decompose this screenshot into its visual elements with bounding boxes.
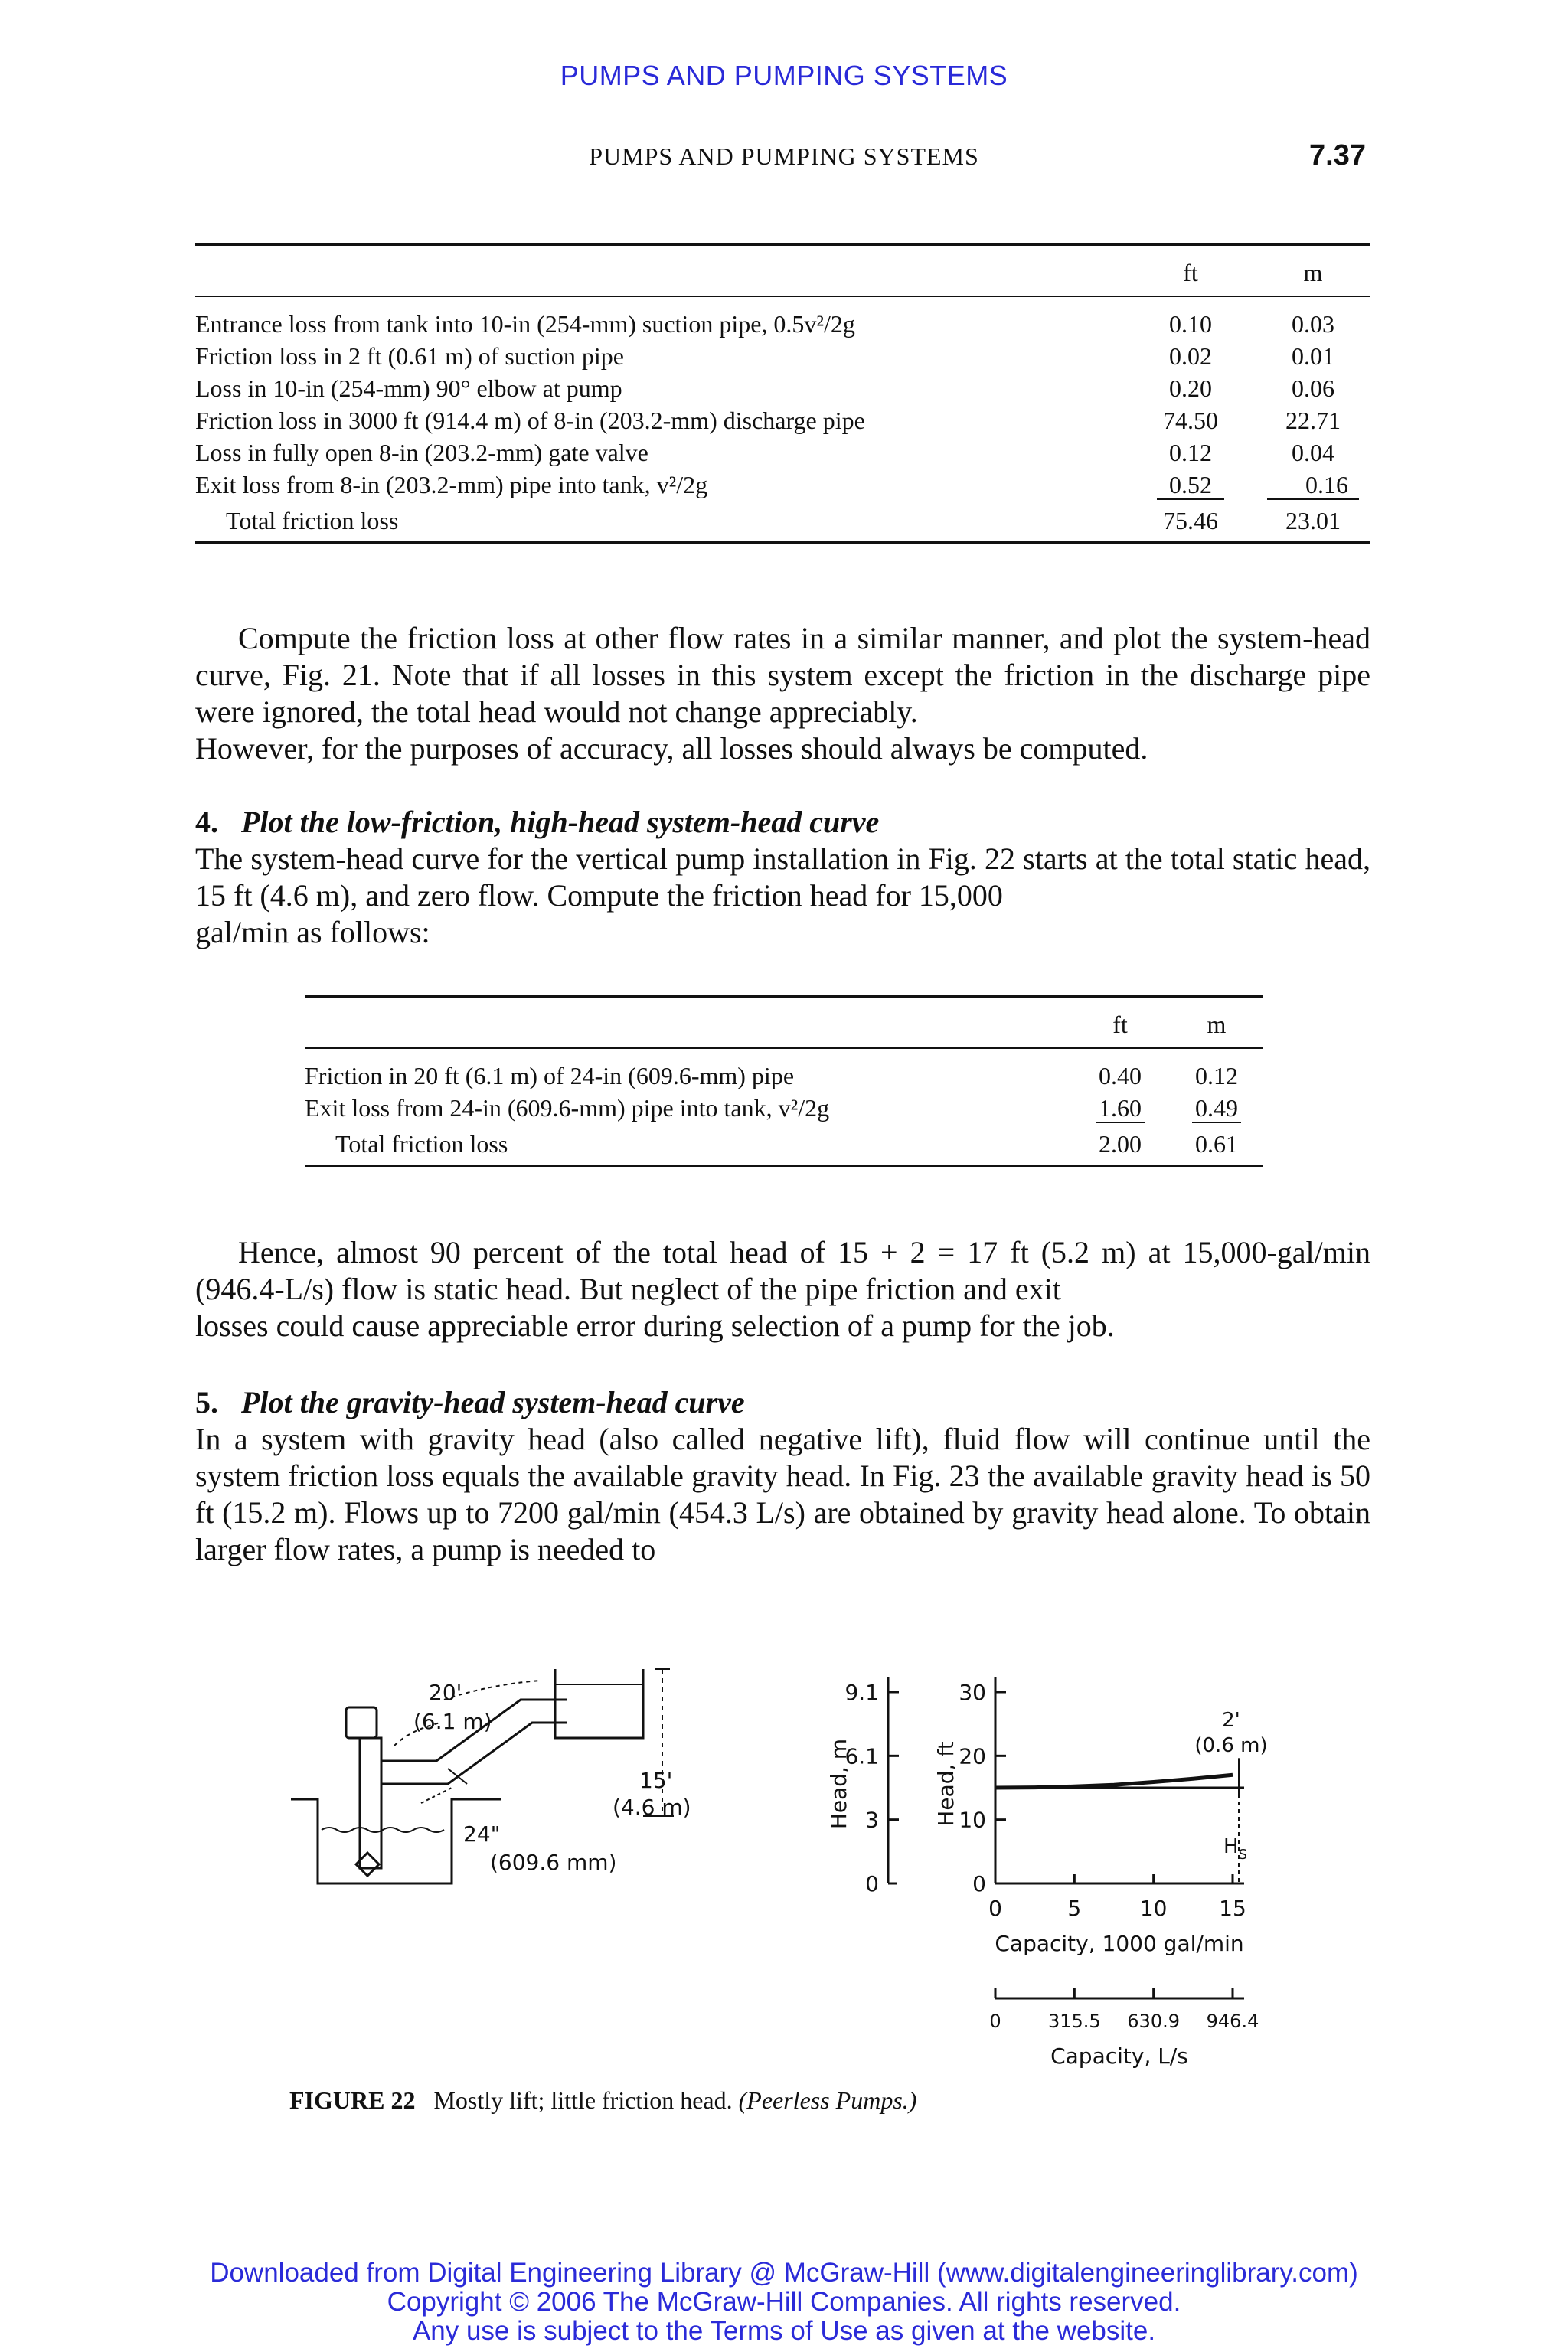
pump-column [360, 1738, 381, 1868]
footer-line-3: Any use is subject to the Terms of Use as given at the website. [412, 2316, 1156, 2346]
paragraph-static-head [195, 1234, 1370, 1344]
annotation-0-6m: (0.6 m) [1194, 1734, 1268, 1757]
pump-installation-sketch [283, 1654, 712, 1906]
step-5-paragraph [195, 1421, 1370, 1568]
row-m: 0.01 [1292, 341, 1334, 370]
table-row [195, 436, 1370, 469]
banner-title: PUMPS AND PUMPING SYSTEMS [560, 60, 1008, 91]
row-m: 22.71 [1285, 406, 1341, 434]
table-row [195, 469, 1370, 501]
footer [0, 2259, 1568, 2346]
paragraph-body: Compute the friction loss at other flow rates in a similar manner, and plot the system-head curve, Fig. 21. Note that if all losses in this system except the friction in the discharge pipe were ignored, the total head would not change appreciably. [195, 621, 1370, 729]
x-tick-label-metric: 946.4 [1206, 2011, 1259, 2032]
row-ft: 1.60 [1096, 1094, 1145, 1123]
caption-text: Mostly lift; little friction head. [433, 2086, 733, 2114]
label-6-1m: (6.1 m) [413, 1709, 492, 1734]
step-5-heading [195, 1384, 745, 1420]
x-axis-label-metric: Capacity, L/s [1050, 2043, 1188, 2069]
step-title: Plot the gravity-head system-head curve [241, 1385, 745, 1419]
paragraph-body: Hence, almost 90 percent of the total head of 15 + 2 = 17 ft (5.2 m) at 15,000-gal/min (946.4-L/s) flow is static head. But neglect of the pipe friction and exit [195, 1235, 1370, 1306]
row-ft: 0.10 [1169, 309, 1212, 338]
total-label: Total friction loss [335, 1129, 508, 1158]
table-row [305, 1092, 1263, 1124]
system-head-curve [995, 1775, 1233, 1788]
loss-table-1 [195, 243, 1370, 548]
total-m: 0.61 [1195, 1129, 1238, 1158]
y-axis-label-metric: Head, m [826, 1738, 851, 1830]
row-label: Entrance loss from tank into 10-in (254-mm) suction pipe, 0.5v²/2g [195, 309, 855, 338]
y-tick-label: 0 [972, 1871, 986, 1896]
annotation-hs: $H_S$ [1223, 1835, 1247, 1863]
row-m: 0.04 [1292, 438, 1334, 466]
table-row [195, 372, 1370, 404]
row-m: 0.49 [1192, 1094, 1241, 1123]
total-ft: 2.00 [1099, 1129, 1142, 1158]
table-row [195, 404, 1370, 436]
row-ft: 74.50 [1163, 406, 1218, 434]
total-row [305, 1124, 1263, 1165]
row-label: Loss in 10-in (254-mm) 90° elbow at pump [195, 374, 622, 402]
footer-line-1[interactable]: Downloaded from Digital Engineering Library @ McGraw-Hill (www.digitalengineeringlibrary.com) [210, 2258, 1358, 2288]
row-label: Friction loss in 2 ft (0.61 m) of suction pipe [195, 341, 624, 370]
col-header-ft: ft [1183, 259, 1198, 286]
x-tick-label: 0 [988, 1896, 1002, 1921]
paragraph-body: The system-head curve for the vertical pump installation in Fig. 22 starts at the total static head, 15 ft (4.6 m), and zero flow. Compute the friction head for 15,000 [195, 841, 1370, 913]
y-axis-label: Head, ft [933, 1741, 959, 1827]
row-ft: 0.02 [1169, 341, 1212, 370]
label-4-6m: (4.6 m) [612, 1795, 691, 1820]
step-4-heading [195, 804, 879, 840]
running-title: PUMPS AND PUMPING SYSTEMS [589, 142, 979, 170]
caption-source: (Peerless Pumps.) [738, 2086, 917, 2114]
x-tick-label: 10 [1139, 1896, 1168, 1921]
system-head-chart [773, 1661, 1309, 2075]
x-tick-label: 15 [1219, 1896, 1246, 1921]
total-row [195, 501, 1370, 542]
step-4-paragraph [195, 841, 1370, 951]
loss-table-2 [305, 995, 1263, 1171]
page-number: 7.37 [1309, 139, 1366, 172]
y-tick-label-metric: 9.1 [844, 1680, 879, 1705]
y-tick-label: 20 [959, 1743, 986, 1769]
step-title: Plot the low-friction, high-head system-head curve [241, 805, 880, 839]
y-tick-label-metric: 0 [865, 1871, 879, 1896]
pump-motor [346, 1707, 377, 1738]
y-ticks-metric [844, 1680, 899, 1896]
x-tick-label: 5 [1067, 1896, 1082, 1921]
col-header-m: m [1303, 259, 1323, 286]
upper-tank [555, 1669, 643, 1738]
total-ft: 75.46 [1163, 506, 1218, 534]
label-20ft: 20' [429, 1680, 462, 1705]
x-ticks-metric [989, 1988, 1259, 2032]
x-ticks [988, 1874, 1246, 1921]
y-tick-label: 10 [959, 1807, 986, 1833]
paragraph-last-line: gal/min as follows: [195, 915, 430, 949]
annotation-2ft: 2' [1222, 1709, 1240, 1732]
paragraph-system-head [195, 620, 1370, 767]
total-m: 23.01 [1285, 506, 1341, 534]
row-label: Loss in fully open 8-in (203.2-mm) gate valve [195, 438, 648, 466]
row-m: 0.16 [1267, 471, 1359, 500]
row-label: Exit loss from 24-in (609.6-mm) pipe into tank, v²/2g [305, 1093, 830, 1122]
table-row [195, 340, 1370, 372]
row-ft: 0.52 [1157, 471, 1224, 500]
row-m: 0.06 [1292, 374, 1334, 402]
row-ft: 0.20 [1169, 374, 1212, 402]
row-label: Friction loss in 3000 ft (914.4 m) of 8-in (203.2-mm) discharge pipe [195, 406, 865, 434]
table-row [195, 308, 1370, 340]
col-header-ft: ft [1112, 1011, 1128, 1038]
row-m: 0.12 [1195, 1061, 1238, 1089]
row-ft: 0.12 [1169, 438, 1212, 466]
row-ft: 0.40 [1099, 1061, 1142, 1089]
paragraph-last-line: losses could cause appreciable error during selection of a pump for the job. [195, 1308, 1115, 1343]
step-number: 4. [195, 805, 218, 839]
figure-label: FIGURE 22 [289, 2086, 416, 2114]
water-surface [322, 1828, 444, 1832]
row-m: 0.03 [1292, 309, 1334, 338]
paragraph-body: In a system with gravity head (also called negative lift), fluid flow will continue until the system friction loss equals the available gravity head. In Fig. 23 the available gravity head is 50 ft (15.2 m). Flows up to 7200 gal/min (454.3 L/s) are obtained by gravity head alone. To obtain larger flow rates, a pump is needed to [195, 1422, 1370, 1566]
y-tick-label-metric: 3 [865, 1807, 879, 1833]
footer-line-2: Copyright © 2006 The McGraw-Hill Companies. All rights reserved. [387, 2287, 1181, 2317]
x-tick-label-metric: 0 [989, 2011, 1001, 2032]
label-15ft: 15' [639, 1768, 673, 1793]
step-number: 5. [195, 1385, 218, 1419]
leader-24in [421, 1788, 452, 1803]
x-axis-label: Capacity, 1000 gal/min [995, 1931, 1244, 1956]
label-609-6mm: (609.6 mm) [490, 1850, 617, 1875]
x-tick-label-metric: 315.5 [1047, 2011, 1101, 2032]
y-tick-label: 30 [959, 1680, 986, 1705]
total-label: Total friction loss [226, 506, 399, 534]
row-label: Friction in 20 ft (6.1 m) of 24-in (609.6-mm) pipe [305, 1061, 795, 1089]
paragraph-last-line: However, for the purposes of accuracy, all losses should always be computed. [195, 731, 1148, 766]
label-24in: 24" [463, 1821, 501, 1847]
row-label: Exit loss from 8-in (203.2-mm) pipe into tank, v²/2g [195, 470, 708, 498]
col-header-m: m [1207, 1011, 1227, 1038]
figure-caption [289, 2086, 916, 2115]
x-tick-label-metric: 630.9 [1127, 2011, 1181, 2032]
y-tick-label-metric: 6.1 [844, 1743, 879, 1769]
table-row [305, 1060, 1263, 1092]
